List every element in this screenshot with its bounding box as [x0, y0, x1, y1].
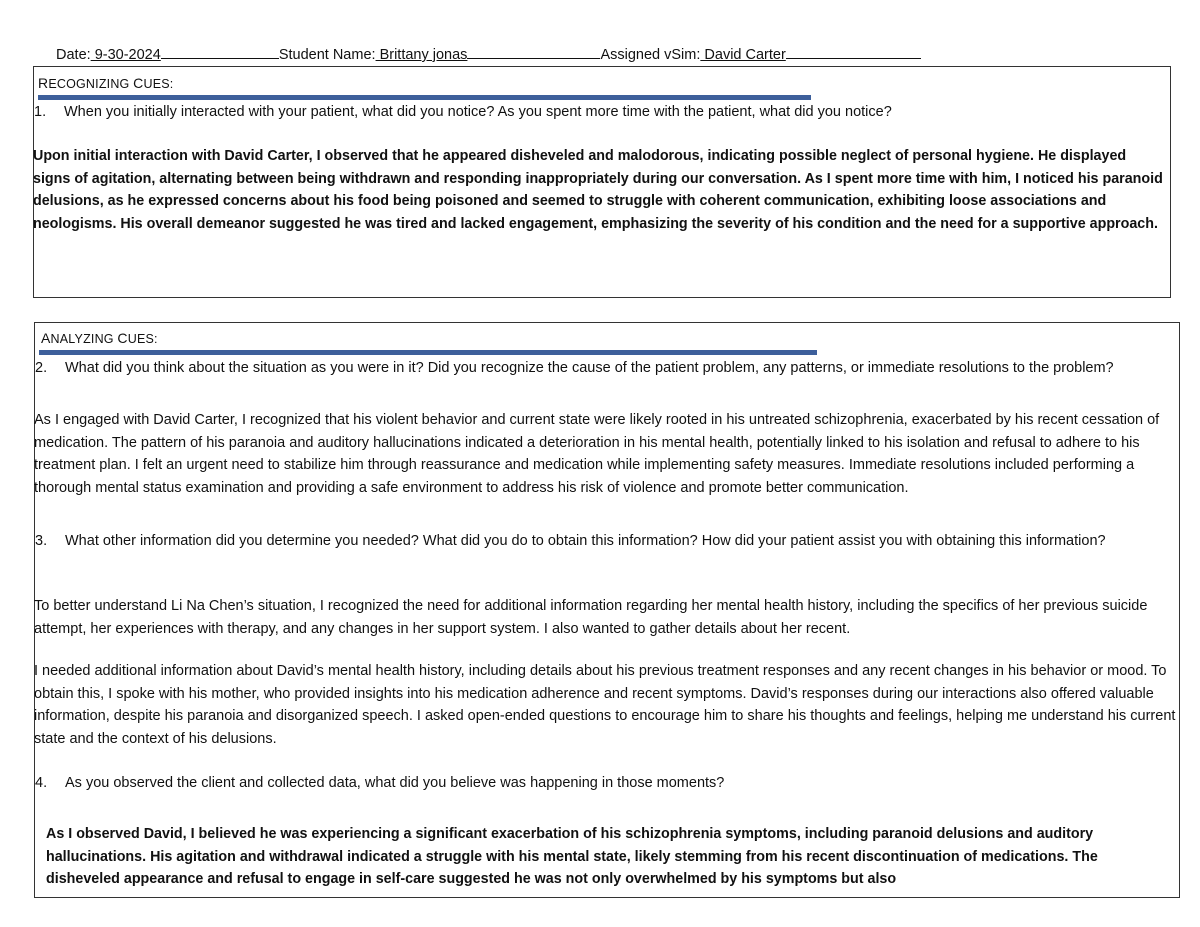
- recognizing-cues-title: RECOGNIZING CUES:: [38, 75, 174, 91]
- vsim-blank-line: [786, 44, 921, 59]
- vsim-label: Assigned vSim:: [600, 47, 701, 63]
- question-4-text: As you observed the client and collected data, what did you believe was happening in those moments?: [65, 775, 725, 791]
- question-3-number: 3.: [35, 533, 48, 549]
- answer-3-paragraph-1: To better understand Li Na Chen’s situation, I recognized the need for additional information regarding her mental health history, including the specifics of her previous suicide attempt, her experiences with therapy, and any changes in her support system. I also wanted to gather details about her recent.: [34, 598, 1148, 637]
- question-4-number: 4.: [35, 775, 48, 791]
- date-value: 9-30-2024: [90, 47, 161, 63]
- question-3-text: What other information did you determine you needed? What did you do to obtain this information? How did your patient assist you with obtaining this information?: [65, 533, 1106, 549]
- question-2-number: 2.: [35, 360, 48, 376]
- date-blank-line: [161, 44, 279, 59]
- question-4: [35, 772, 1170, 794]
- date-label: Date:: [56, 47, 91, 63]
- analyzing-cues-section: [34, 322, 1180, 898]
- question-2-text: What did you think about the situation as you were in it? Did you recognize the cause of the patient problem, any patterns, or immediate resolutions to the problem?: [65, 360, 1114, 376]
- answer-3-paragraph-2: I needed additional information about David’s mental health history, including details about his previous treatment responses and any recent changes in his behavior or mood. To obtain this, I spoke with his mother, who provided insights into his medication adherence and recent symptoms. David’s responses during our interactions also offered valuable information, despite his paranoia and disorganized speech. I asked open-ended questions to encourage him to share his thoughts and feelings, helping me understand his current state and the context of his delusions.: [34, 663, 1176, 747]
- form-header: [56, 44, 921, 63]
- question-1-number: 1.: [34, 104, 47, 120]
- answer-1: Upon initial interaction with David Carter, I observed that he appeared disheveled and malodorous, indicating possible neglect of personal hygiene. He displayed signs of agitation, alternating between being withdrawn and responding inappropriately during our conversation. As I spent more time with him, I noticed his paranoid delusions, as he expressed concerns about his food being poisoned and seemed to struggle with coherent communication, exhibiting loose associations and neologisms. His overall demeanor suggested he was tired and lacked engagement, emphasizing the severity of his condition and the need for a supportive approach.: [33, 148, 1163, 232]
- analyzing-cues-title: ANALYZING CUES:: [41, 330, 158, 346]
- question-3: [35, 530, 1170, 552]
- recognizing-cues-rule: [38, 95, 811, 100]
- question-1-text: When you initially interacted with your patient, what did you notice? As you spent more time with the patient, what did you notice?: [64, 104, 892, 120]
- student-name-label: Student Name:: [278, 47, 376, 63]
- question-2: [35, 357, 1170, 379]
- vsim-value: David Carter: [700, 47, 786, 63]
- student-name-blank-line: [467, 44, 600, 59]
- recognizing-cues-section: [33, 66, 1171, 298]
- answer-2: As I engaged with David Carter, I recognized that his violent behavior and current state were likely rooted in his untreated schizophrenia, exacerbated by his recent cessation of medication. The pattern of his paranoia and auditory hallucinations indicated a deterioration in his mental health, potentially linked to his isolation and refusal to adhere to his treatment plan. I felt an urgent need to stabilize him through reassurance and medication while implementing safety measures. Immediate resolutions included performing a thorough mental status examination and providing a safe environment to address his risk of violence and promote better communication.: [34, 412, 1160, 496]
- analyzing-cues-rule: [39, 350, 817, 355]
- answer-4: As I observed David, I believed he was experiencing a significant exacerbation of his schizophrenia symptoms, including paranoid delusions and auditory hallucinations. His agitation and withdrawal indicated a struggle with his mental state, likely stemming from his recent discontinuation of medications. The disheveled appearance and refusal to engage in self-care suggested he was not only overwhelmed by his symptoms but also: [46, 826, 1098, 887]
- question-1: [34, 101, 1154, 123]
- student-name-value: Brittany jonas: [375, 47, 468, 63]
